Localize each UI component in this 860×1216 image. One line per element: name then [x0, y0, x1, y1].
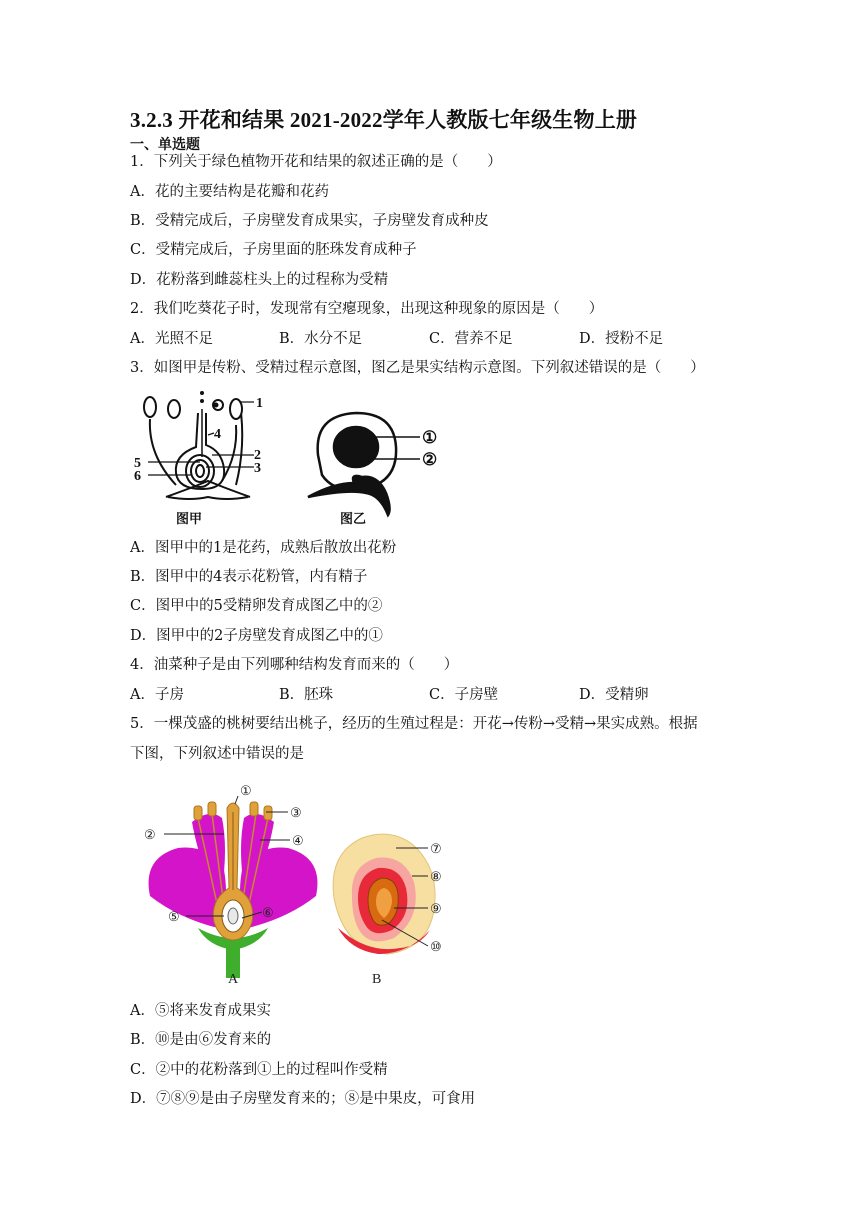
- pollination-diagram: [144, 391, 254, 499]
- question-3-option-d[interactable]: D．图甲中的2子房壁发育成图乙中的①: [130, 628, 383, 644]
- fig-yi-label-2: ②: [422, 450, 438, 469]
- flower-label-6: ⑥: [262, 905, 274, 920]
- question-4-stem: 4．油菜种子是由下列哪种结构发育而来的（ ）: [130, 657, 459, 673]
- fig-jia-label-6: 6: [134, 469, 141, 484]
- question-2-option-b[interactable]: B．水分不足: [279, 331, 363, 347]
- question-5-option-d[interactable]: D．⑦⑧⑨是由子房壁发育来的；⑧是中果皮，可食用: [130, 1091, 476, 1107]
- question-2-option-c[interactable]: C．营养不足: [429, 331, 513, 347]
- question-3-option-b[interactable]: B．图甲中的4表示花粉管，内有精子: [130, 569, 368, 585]
- question-2-stem: 2．我们吃葵花子时，发现常有空瘪现象，出现这种现象的原因是（ ）: [130, 301, 604, 317]
- question-2-option-a[interactable]: A．光照不足: [130, 331, 213, 347]
- question-3-figure: [128, 385, 448, 530]
- question-3-option-c[interactable]: C．图甲中的5受精卵发育成图乙中的②: [130, 598, 383, 614]
- flower-label-3: ③: [290, 805, 302, 820]
- question-5-figure: [138, 778, 458, 990]
- document-title: 3.2.3 开花和结果 2021-2022学年人教版七年级生物上册: [130, 108, 638, 132]
- flower-label-4: ④: [292, 833, 304, 848]
- fig-jia-label-5: 5: [134, 456, 141, 471]
- question-4-option-b[interactable]: B．胚珠: [279, 687, 334, 703]
- question-3-stem: 3．如图甲是传粉、受精过程示意图，图乙是果实结构示意图。下列叙述错误的是（ ）: [130, 360, 705, 376]
- question-5-stem-continued: 下图，下列叙述中错误的是: [130, 746, 304, 762]
- section-heading: 一、单选题: [130, 137, 200, 153]
- question-5-stem: 5．一棵茂盛的桃树要结出桃子，经历的生殖过程是：开花→传粉→受精→果实成熟。根据: [130, 716, 698, 732]
- fruit-label-8: ⑧: [430, 869, 442, 884]
- flower-label-5: ⑤: [168, 909, 180, 924]
- question-5-option-c[interactable]: C．②中的花粉落到①上的过程叫作受精: [130, 1062, 388, 1078]
- question-2-options: [130, 329, 730, 349]
- fig-jia-label-3: 3: [254, 461, 261, 476]
- fig-jia-label-1: 1: [256, 396, 263, 411]
- question-1-option-c[interactable]: C．受精完成后，子房里面的胚珠发育成种子: [130, 242, 417, 258]
- fig-yi-label-1: ①: [422, 428, 438, 447]
- fruit-label-10: ⑩: [430, 939, 442, 954]
- fig-jia-caption: 图甲: [176, 511, 203, 526]
- fig-jia-label-2: 2: [254, 448, 261, 463]
- question-1-option-d[interactable]: D．花粉落到雌蕊柱头上的过程称为受精: [130, 272, 389, 288]
- question-5-option-a[interactable]: A．⑤将来发育成果实: [130, 1003, 271, 1019]
- question-3-option-a[interactable]: A．图甲中的1是花药，成熟后散放出花粉: [130, 540, 397, 556]
- question-5-option-b[interactable]: B．⑩是由⑥发育来的: [130, 1032, 272, 1048]
- fruit-caption: B: [372, 972, 382, 987]
- fruit-diagram: [308, 413, 420, 515]
- question-4-option-a[interactable]: A．子房: [130, 687, 184, 703]
- flower-caption: A: [228, 972, 239, 987]
- question-4-option-d[interactable]: D．受精卵: [579, 687, 649, 703]
- question-4-option-c[interactable]: C．子房壁: [429, 687, 499, 703]
- question-1-option-a[interactable]: A．花的主要结构是花瓣和花药: [130, 184, 329, 200]
- fruit-label-7: ⑦: [430, 841, 442, 856]
- question-4-options: [130, 685, 730, 705]
- question-2-option-d[interactable]: D．授粉不足: [579, 331, 664, 347]
- flower-diagram: [144, 783, 317, 987]
- peach-fruit-diagram: [333, 834, 442, 987]
- question-1-stem: 1．下列关于绿色植物开花和结果的叙述正确的是（ ）: [130, 154, 502, 170]
- fig-jia-label-4: 4: [214, 427, 221, 442]
- question-1-option-b[interactable]: B．受精完成后，子房壁发育成果实，子房壁发育成种皮: [130, 213, 489, 229]
- flower-label-1: ①: [240, 783, 252, 798]
- flower-label-2: ②: [144, 827, 156, 842]
- fig-yi-caption: 图乙: [340, 511, 367, 526]
- fruit-label-9: ⑨: [430, 901, 442, 916]
